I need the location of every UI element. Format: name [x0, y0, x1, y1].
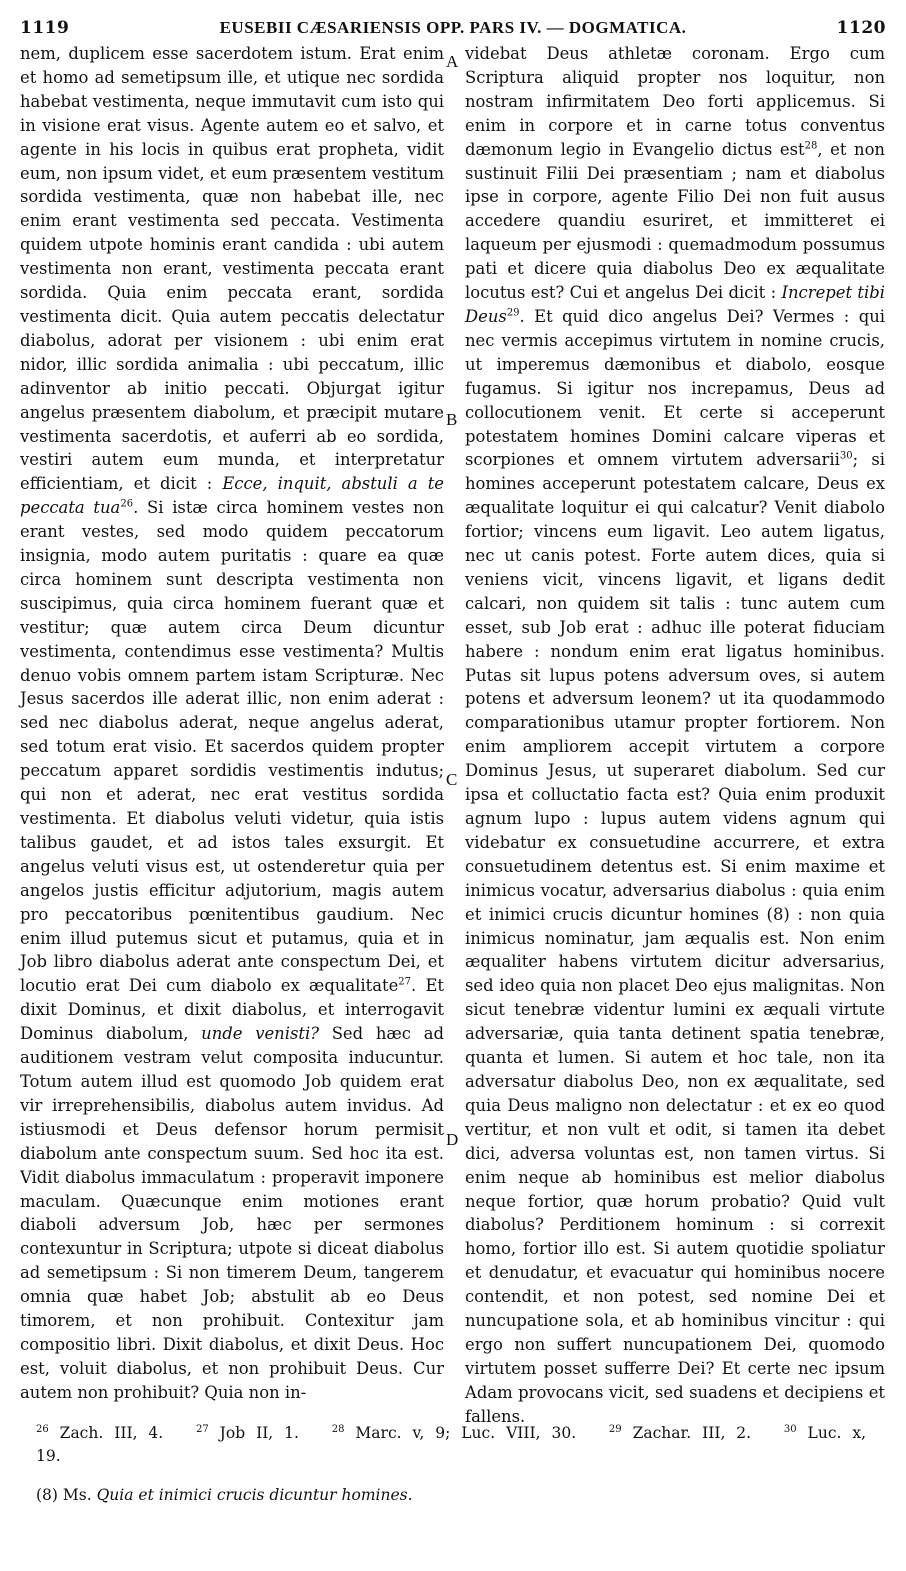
footnote-text: Marc. v, 9; Luc. VIII, 30. — [355, 1424, 577, 1442]
footnotes — [36, 1422, 876, 1507]
footnote-number: 26 — [36, 1423, 49, 1435]
footnote-8 — [36, 1484, 876, 1507]
margin-marker-a: A — [446, 52, 459, 71]
right-paragraph — [465, 42, 885, 1429]
page-number-right: 1120 — [836, 18, 886, 38]
footnote-number: 27 — [196, 1423, 209, 1435]
footnote-number: 30 — [783, 1423, 797, 1435]
footnote-text: Zach. III, 4. — [59, 1424, 164, 1442]
text-run: videbat Deus athletæ coronam. Ergo cum Scriptura aliquid propter nos loquitur, non nostram infirmitatem Deo forti applicemus. Si enim in corpore et in carne totus conventus dæmonum legio in Evangelio dictus est — [465, 44, 885, 159]
text-run: , et non sustinuit Filii Dei præsentiam ; nam et diabolus ipse in corpore, agente Filio Dei non fuit ausus accedere quandiu esuriret, et immitteret ei laqueum per ejusmodi : quemadmodum possumus pati et dicere quia diabolus Deo ex æqualitate locutus est? Cui et angelus Dei dicit : — [465, 139, 885, 303]
footnote-29 — [609, 1424, 751, 1442]
footnote-text: Quia et inimici crucis dicuntur homines. — [96, 1486, 413, 1504]
footnote-row-references — [36, 1422, 876, 1468]
margin-marker-c: C — [446, 770, 458, 789]
footnote-ref: 26 — [120, 498, 134, 510]
footnote-ref: 29 — [506, 307, 520, 319]
left-paragraph — [20, 42, 444, 1405]
scripture-quote: Ecce, inquit, abstuli a te peccata tua — [20, 474, 444, 518]
footnote-ref: 28 — [804, 140, 818, 152]
running-header — [20, 14, 886, 42]
right-column — [465, 42, 885, 1429]
footnote-label: (8) Ms. — [36, 1486, 92, 1504]
scripture-quote: unde venisti? — [201, 1024, 319, 1044]
footnote-number: 29 — [608, 1423, 622, 1435]
footnote-26 — [36, 1424, 163, 1442]
footnote-27 — [196, 1424, 299, 1442]
footnote-ref: 27 — [398, 976, 412, 988]
text-run: Sed hæc ad auditionem vestram velut composita inducuntur. Totum autem illud est quomodo Job quidem erat vir irreprehensibilis, diabolus autem invidus. Ad istiusmodi et Deus defensor horum permisit diabolum ante conspectum suum. Sed hoc ita est. Vidit diabolus immaculatum : properavit imponere maculam. Quæcunque enim motiones erant diaboli adversum Job, hæc per sermones contexuntur in Scriptura; utpote si diceat diabolus ad semetipsum : Si non timerem Deum, tangerem omnia quæ habet Job; abstulit ab eo Deus timorem, et non prohibuit. Contexitur jam compositio libri. Dixit diabolus, et dixit Deus. Hoc est, voluit diabolus, et non prohibuit Deus. Cur autem non prohibuit? Quia non in- — [20, 1024, 444, 1402]
margin-marker-b: B — [446, 410, 458, 429]
left-column — [20, 42, 444, 1405]
footnote-text: Job II, 1. — [219, 1424, 299, 1442]
margin-marker-d: D — [446, 1130, 459, 1149]
footnote-number: 28 — [331, 1423, 345, 1435]
page-number-left: 1119 — [20, 18, 70, 38]
text-run: ; si homines acceperunt potestatem calcare, Deus ex æqualitate loquitur ei qui calcatur? Venit diabolo fortior; vincens eum ligavit. Leo autem ligatus, nec ut canis potest. Forte autem dices, quia si veniens vicit, vincens ligavit, et ligans dedit calcari, non quidem sit talis : tunc autem cum esset, sub Job erat : adhuc ille poterat fiduciam habere : nondum enim erat ligatus hominibus. Putas sit lupus potens adversum oves, si autem potens et adversum leonem? ut ita quodammodo comparationibus utamur propter fortiorem. Non enim ampliorem accepit virtutem a corpore Dominus Jesus, ut superaret diabolum. Sed cur ipsa et colluctatio facta est? Quia enim produxit agnum lupo : lupus autem videns agnum qui videbatur ex consuetudine accurrere, et extra consuetudinem detentus est. Si enim maxime et inimicus vocatur, adversarius diabolus : quia enim et inimici crucis dicuntur homines (8) : non quia inimicus nominatur, jam æqualis est. Non enim æqualiter habens virtutem dicitur adversarius, sed ideo quia non placet Deo ejus malignitas. Non sicut tenebræ videntur lumini ex æquali virtute adversariæ, quia tanta detinent spatia tenebræ, quanta et lumen. Si autem et hoc tale, non ita adversatur diabolus Deo, non ex æqualitate, sed quia Deus maligno non delectatur : et ex eo quod vertitur, et non vult et odit, si tamen ita debet dici, adversa voluntas est, non tamen virtus. Si enim neque ab hominibus est melior diabolus neque fortior, quæ horum probatio? Quid vult diabolus? Perditionem hominum : si correxit homo, fortior illo est. Si autem quotidie spoliatur et denudatur, et evacuatur qui hominibus nocere contendit, et non potest, sed nomine Dei et nuncupatione sola, et ab hominibus vincitur : qui ergo non suffert nuncupationem Dei, quomodo virtutem posset sufferre Dei? Et certe nec ipsum Adam provocans vicit, sed suadens et decipiens et fallens. — [465, 450, 885, 1426]
text-run: nem, duplicem esse sacerdotem istum. Erat enim et homo ad semetipsum ille, et utique nec sordida habebat vestimenta, neque immutavit cum isto qui in visione erat visus. Agente autem eo et salvo, et agente in his locis in quibus erat propheta, vidit eum, non ipsum videt, et eum præsentem vestitum sordida vestimenta, quæ non habebat ille, nec enim erant vestimenta sed peccata. Vestimenta quidem utpote hominis erant candida : ubi autem vestimenta non erant, vestimenta peccata erant sordida. Quia enim peccata erant, sordida vestimenta dicit. Quia autem peccatis delectatur diabolus, adorat per visionem : ubi enim erat nidor, illic sordida animalia : ubi peccatum, illic adinventor ab initio peccati. Objurgat igitur angelus præsentem diabolum, et præcipit mutare vestimenta sacerdotis, et auferri ab eo sordida, vestiri autem eum munda, et interpretatur efficientiam, et dicit : — [20, 44, 444, 494]
scripture-quote: Increpet tibi Deus — [465, 283, 885, 326]
text-run: . Si istæ circa hominem vestes non erant vestes, sed modo quidem peccatorum insignia, modo autem puritatis : quare ea quæ circa hominem sunt descripta vestimenta non suscipimus, quia circa hominem fuerant quæ et vestitur; quæ autem circa Deum dicuntur vestimenta, contendimus esse vestimenta? Multis denuo vobis omnem partem istam Scripturæ. Nec Jesus sacerdos ille aderat illic, non enim aderat : sed nec diabolus aderat, neque angelus aderat, sed totum erat visio. Et sacerdos quidem propter peccatum apparet sordidis vestimentis indutus; qui non et aderat, nec erat vestitus sordida vestimenta. Et diabolus veluti videtur, quia istis talibus gaudet, et ad istos tales exsurgit. Et angelus veluti visus est, ut ostenderetur quia per angelos justis efficitur adjutorium, magis autem pro peccatoribus pœnitentibus gaudium. Nec enim illud putemus sicut et putamus, quia et in Job libro diabolus aderat ante conspectum Dei, et locutio erat Dei cum diabolo ex æqualitate — [20, 498, 444, 996]
text-run: . Et quid dico angelus Dei? Vermes : qui nec vermis accepimus virtutem in nomine crucis, ut imperemus dæmonibus et diabolo, eosque fugamus. Si igitur nos increpamus, Deus ad collocutionem venit. Et certe si acceperunt potestatem homines Domini calcare viperas et scorpiones et omnem virtutem adversarii — [465, 306, 885, 470]
footnote-text: Zachar. III, 2. — [632, 1424, 752, 1442]
footnote-text: Luc. x, 19. — [36, 1424, 867, 1465]
text-run: . Et dixit Dominus, et dixit diabolus, et interrogavit Dominus diabolum, — [20, 976, 444, 1044]
running-title: EUSEBII CÆSARIENSIS OPP. PARS IV. — DOGMATICA. — [219, 18, 687, 37]
footnote-28 — [332, 1424, 576, 1442]
footnote-ref: 30 — [839, 450, 853, 462]
